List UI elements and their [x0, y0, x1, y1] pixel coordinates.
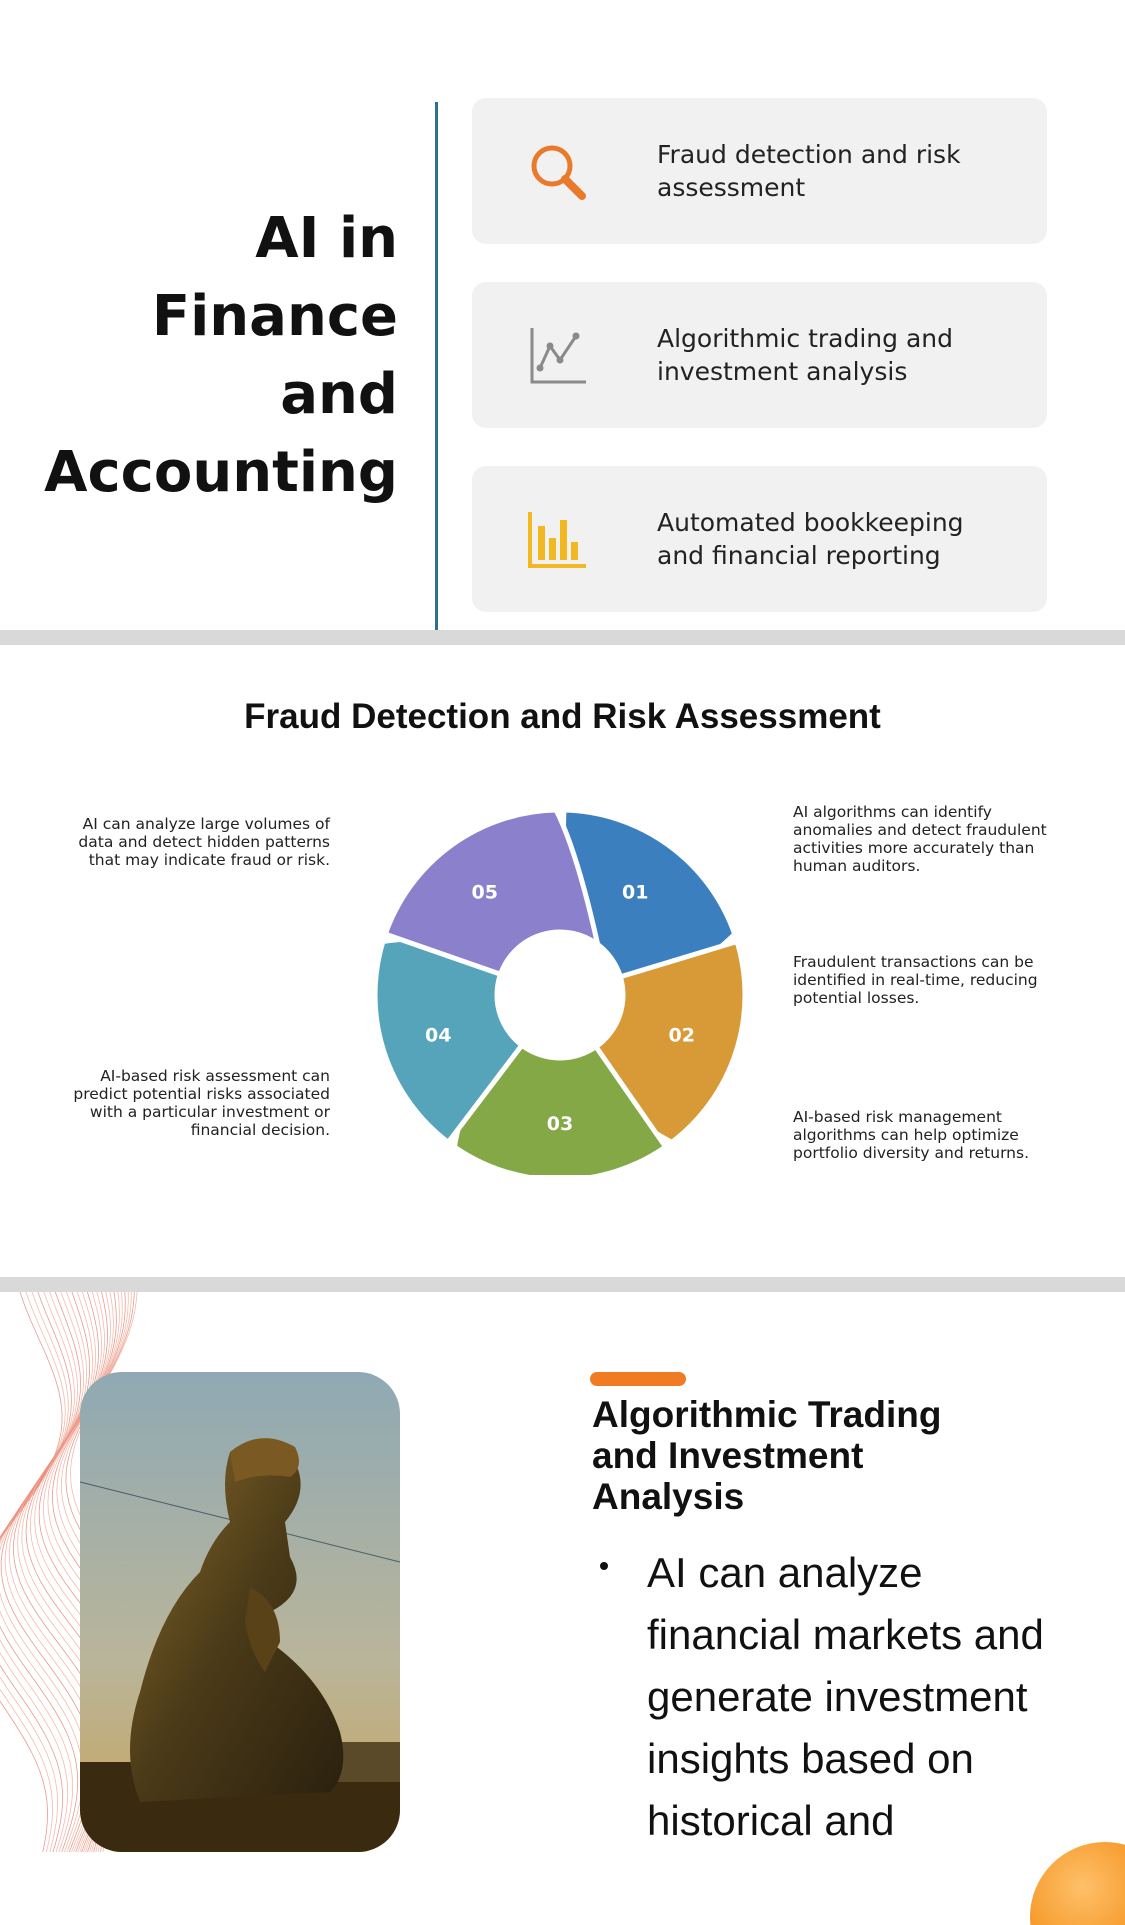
note-right-bottom: AI-based risk management algorithms can help optimize portfolio diversity and returns.: [793, 1108, 1030, 1162]
card-fraud-detection: [472, 98, 1047, 244]
bullet-dot: [600, 1562, 608, 1570]
bar-chart-icon: [522, 504, 594, 576]
magnifier-icon: [522, 136, 594, 208]
cycle-label-02: 02: [668, 1024, 695, 1047]
section-title: Fraud Detection and Risk Assessment: [244, 697, 881, 736]
card-algorithmic-trading: [472, 282, 1047, 428]
main-title: [18, 200, 398, 512]
card-automated-bookkeeping: [472, 466, 1047, 612]
card-label: Automated bookkeeping and financial reporting: [657, 508, 964, 570]
title-line-4: Accounting: [44, 440, 398, 505]
title-line-3: and: [280, 362, 398, 427]
slide-algorithmic-trading: [0, 1292, 1125, 1925]
note-left-bottom: AI-based risk assessment can predict potential risks associated with a particular investment or financial decision.: [73, 1067, 330, 1139]
statue-image: [80, 1372, 400, 1852]
cycle-label-05: 05: [471, 881, 498, 904]
wave-line: [0, 1292, 62, 1852]
slide-fraud-detection: [0, 645, 1125, 1277]
card-label: Fraud detection and risk assessment: [657, 140, 961, 202]
orange-sphere-decoration: [1030, 1842, 1125, 1925]
cycle-label-01: 01: [622, 881, 649, 904]
note-right-top: AI algorithms can identify anomalies and detect fraudulent activities more accurately than human auditors.: [793, 803, 1047, 875]
divider-line: [435, 102, 438, 630]
cycle-diagram: [370, 795, 760, 1175]
accent-bar: [590, 1372, 686, 1386]
slide-ai-in-finance: [0, 0, 1125, 630]
note-left-top: AI can analyze large volumes of data and detect hidden patterns that may indicate fraud or risk.: [78, 815, 330, 869]
title-line-1: AI in: [255, 206, 398, 271]
wave-line: [1, 1292, 93, 1852]
cycle-label-03: 03: [546, 1113, 574, 1135]
cycle-label-04: 04: [425, 1024, 452, 1047]
note-right-middle: Fraudulent transactions can be identified in real-time, reducing potential losses.: [793, 953, 1038, 1007]
title-line-2: Finance: [151, 284, 398, 349]
line-chart-icon: [522, 320, 594, 392]
thinker-statue-photo: [80, 1372, 400, 1852]
wave-line: [0, 1292, 65, 1852]
section-title: Algorithmic Trading and Investment Analysis: [592, 1394, 942, 1517]
bullet-text: AI can analyze financial markets and generate investment insights based on historical and: [647, 1549, 1044, 1844]
card-label: Algorithmic trading and investment analysis: [657, 324, 953, 386]
